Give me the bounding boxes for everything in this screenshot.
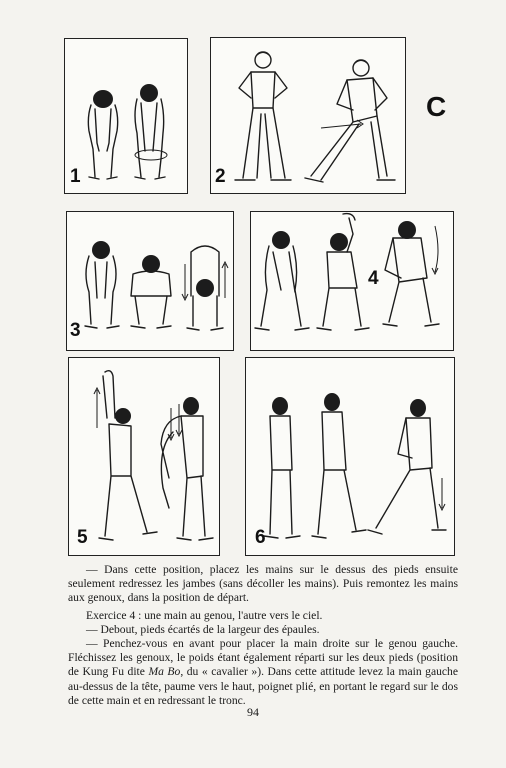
figure-number: 2	[215, 166, 226, 187]
figure-6-illustration	[246, 358, 454, 555]
figure-4-illustration	[251, 212, 453, 350]
figure-number: 1	[70, 166, 81, 187]
figure-5-illustration	[69, 358, 219, 555]
page-number: 94	[247, 705, 259, 719]
exercise-heading: Exercice 4 : une main au genou, l'autre vers le ciel.	[86, 608, 323, 622]
figure-3-illustration	[67, 212, 233, 350]
figure-2-illustration	[211, 38, 405, 193]
paragraph: — Dans cette position, placez les mains sur le dessus des pieds ensuite seulement redressez les jambes (sans décoller les mains). Puis remontez les mains aux genoux, dans la position de départ.	[68, 563, 458, 605]
figure-1-panel	[64, 38, 188, 194]
paragraph: — Debout, pieds écartés de la largeur des épaules.	[86, 622, 320, 636]
paragraph	[68, 637, 458, 708]
emphasis: Ma Bo	[148, 665, 181, 679]
figure-number: 4	[368, 268, 379, 289]
figure-1-illustration	[65, 39, 187, 193]
paragraph-part: — Penchez-vous en avant pour placer la main droite sur le genou gauche. Fléchissez les genoux, le poids étant également réparti sur les deux pieds (position de Kung Fu dite	[68, 637, 458, 679]
figure-2-panel	[210, 37, 406, 194]
figure-number: 6	[255, 527, 266, 548]
figure-4-panel	[250, 211, 454, 351]
figure-6-panel	[245, 357, 455, 556]
figure-5-panel	[68, 357, 220, 556]
figure-number: 3	[70, 320, 81, 341]
figure-3-panel	[66, 211, 234, 351]
paragraph-part: , du « cavalier »). Dans cette attitude levez la main gauche au-dessus de la tête, paume vers le haut, poignet plié, en portant le regard sur le dos de cette main et en redressant le tronc.	[68, 665, 458, 707]
body-text	[68, 563, 458, 708]
side-marker: C	[426, 91, 447, 122]
figure-number: 5	[77, 527, 88, 548]
